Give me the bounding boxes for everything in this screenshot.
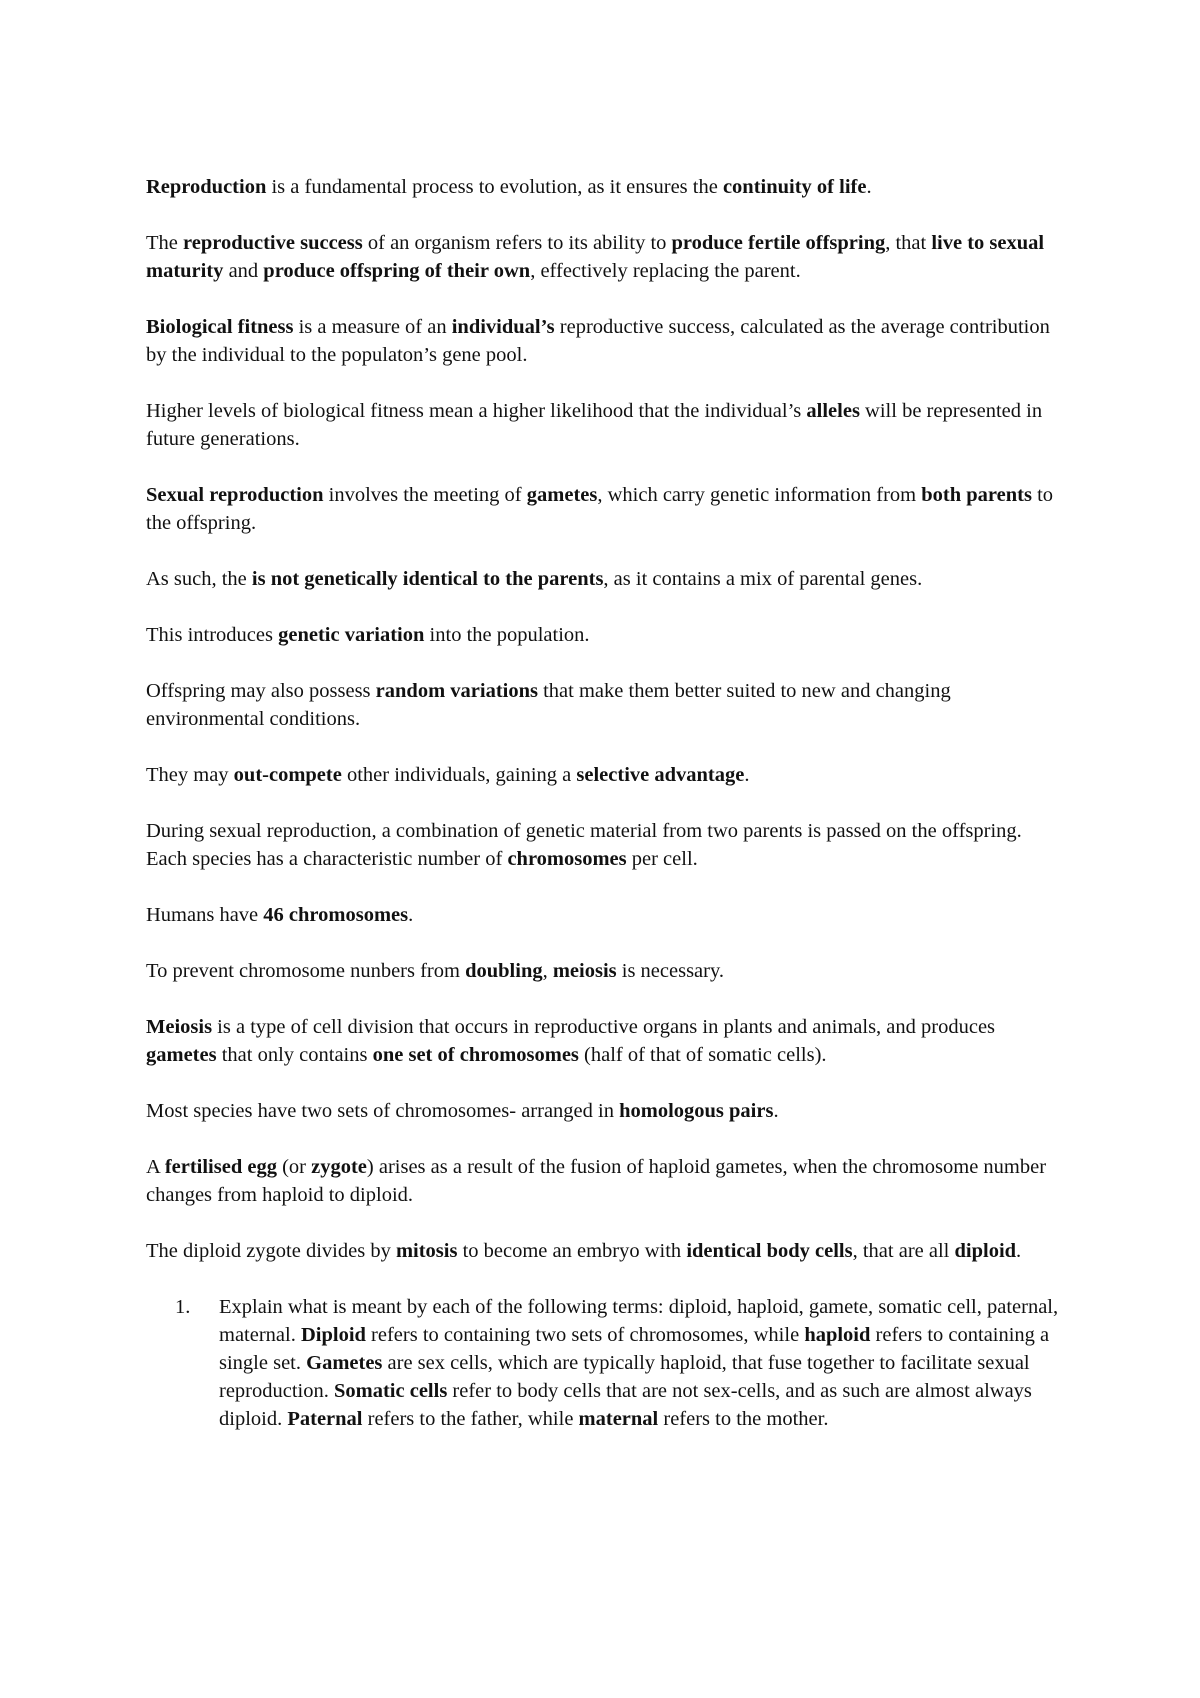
paragraph: [146, 817, 1066, 873]
text-run: is a fundamental process to evolution, as it ensures the: [266, 176, 723, 198]
text-run: that make them better suited to new and changing environmental conditions.: [146, 680, 951, 730]
text-run: , effectively replacing the parent.: [530, 260, 801, 282]
text-run: refers to the father, while: [362, 1408, 579, 1430]
bold-term: maternal: [578, 1408, 659, 1430]
text-run: per cell.: [626, 848, 698, 870]
paragraph: [146, 957, 1066, 985]
text-run: are sex cells, which are typically haploid, that fuse together to facilitate sexual reproduction.: [219, 1352, 1030, 1402]
bold-term: Biological fitness: [146, 316, 294, 338]
text-run: involves the meeting of: [323, 484, 527, 506]
bold-term: is not genetically identical to the parents: [251, 568, 604, 590]
text-run: of an organism refers to its ability to: [362, 232, 672, 254]
text-run: is necessary.: [616, 960, 725, 982]
text-run: Offspring may also possess: [146, 680, 376, 702]
text-run: ) arises as a result of the fusion of haploid gametes, when the chromosome number changes from haploid to diploid.: [146, 1156, 1047, 1206]
text-run: ,: [542, 960, 553, 982]
text-run: This introduces: [146, 624, 279, 646]
bold-term: Gametes: [306, 1352, 383, 1374]
text-run: is a measure of an: [293, 316, 452, 338]
text-run: and: [223, 260, 264, 282]
text-run: As such, the: [146, 568, 252, 590]
bold-term: diploid: [954, 1240, 1017, 1262]
bold-term: mitosis: [395, 1240, 458, 1262]
text-run: .: [408, 904, 414, 926]
bold-term: live to sexual maturity: [146, 232, 1045, 282]
bold-term: doubling: [465, 960, 543, 982]
paragraph: [146, 1097, 1066, 1125]
bold-term: one set of chromosomes: [372, 1044, 579, 1066]
text-run: , which carry genetic information from: [597, 484, 922, 506]
bold-term: continuity of life: [722, 176, 867, 198]
bold-term: individual’s: [451, 316, 555, 338]
numbered-list: [146, 1293, 1066, 1433]
paragraph: [146, 481, 1066, 537]
bold-term: Paternal: [287, 1408, 363, 1430]
bold-term: meiosis: [552, 960, 617, 982]
text-run: Explain what is meant by each of the following terms: diploid, haploid, gamete, somatic cell, paternal, maternal.: [219, 1296, 1059, 1346]
text-run: that only contains: [216, 1044, 373, 1066]
text-run: , that: [885, 232, 932, 254]
paragraph: [146, 761, 1066, 789]
text-run: refer to body cells that are not sex-cells, and as such are almost always diploid.: [219, 1380, 1032, 1430]
bold-term: gametes: [146, 1044, 217, 1066]
text-run: is a type of cell division that occurs in reproductive organs in plants and animals, and produces: [212, 1016, 996, 1038]
paragraph: [146, 313, 1066, 369]
text-run: refers to the mother.: [658, 1408, 829, 1430]
document-body: [146, 173, 1066, 1433]
bold-term: fertilised egg: [164, 1156, 277, 1178]
text-run: .: [773, 1100, 779, 1122]
bold-term: alleles: [806, 400, 860, 422]
paragraph: [146, 1237, 1066, 1265]
paragraph: [146, 565, 1066, 593]
text-run: A: [146, 1156, 165, 1178]
text-run: They may: [146, 764, 234, 786]
text-run: Higher levels of biological fitness mean a higher likelihood that the individual’s: [146, 400, 807, 422]
bold-term: zygote: [311, 1156, 367, 1178]
text-run: other individuals, gaining a: [341, 764, 577, 786]
bold-term: homologous pairs: [619, 1100, 774, 1122]
text-run: refers to containing a single set.: [219, 1324, 1050, 1374]
text-run: will be represented in future generations.: [146, 400, 1043, 450]
bold-term: haploid: [804, 1324, 871, 1346]
paragraph: [146, 677, 1066, 733]
bold-term: Somatic cells: [334, 1380, 448, 1402]
text-run: .: [1016, 1240, 1022, 1262]
text-run: , as it contains a mix of parental genes.: [603, 568, 923, 590]
bold-term: identical body cells: [686, 1240, 853, 1262]
bold-term: reproductive success: [183, 232, 363, 254]
bold-term: 46 chromosomes: [263, 904, 409, 926]
paragraph: [146, 1153, 1066, 1209]
text-run: .: [744, 764, 750, 786]
bold-term: Diploid: [300, 1324, 366, 1346]
text-run: refers to containing two sets of chromosomes, while: [365, 1324, 805, 1346]
bold-term: genetic variation: [278, 624, 425, 646]
text-run: (half of that of somatic cells).: [578, 1044, 827, 1066]
paragraph-container: [146, 173, 1066, 1265]
text-run: to become an embryo with: [457, 1240, 687, 1262]
text-run: , that are all: [852, 1240, 955, 1262]
bold-term: selective advantage: [576, 764, 745, 786]
bold-term: random variations: [375, 680, 538, 702]
bold-term: chromosomes: [507, 848, 627, 870]
text-run: The diploid zygote divides by: [146, 1240, 396, 1262]
paragraph: [146, 1013, 1066, 1069]
bold-term: gametes: [526, 484, 598, 506]
text-run: Most species have two sets of chromosomes- arranged in: [146, 1100, 620, 1122]
bold-term: Meiosis: [146, 1016, 213, 1038]
paragraph: [146, 901, 1066, 929]
bold-term: Sexual reproduction: [146, 484, 324, 506]
text-run: into the population.: [424, 624, 590, 646]
text-run: reproductive success, calculated as the average contribution by the individual to the populaton’s gene pool.: [146, 316, 1050, 366]
paragraph: [146, 397, 1066, 453]
text-run: Humans have: [146, 904, 264, 926]
bold-term: Reproduction: [146, 176, 267, 198]
text-run: To prevent chromosome nunbers from: [146, 960, 466, 982]
paragraph: [146, 621, 1066, 649]
paragraph: [146, 229, 1066, 285]
text-run: During sexual reproduction, a combination of genetic material from two parents is passed on the offspring. Each species has a characteristic number of: [146, 820, 1022, 870]
bold-term: produce fertile offspring: [671, 232, 886, 254]
bold-term: produce offspring of their own: [263, 260, 531, 282]
paragraph: [146, 173, 1066, 201]
text-run: The: [146, 232, 183, 254]
bold-term: both parents: [921, 484, 1032, 506]
text-run: to the offspring.: [146, 484, 1054, 534]
bold-term: out-compete: [233, 764, 342, 786]
list-item: [146, 1293, 1066, 1433]
text-run: (or: [276, 1156, 312, 1178]
text-run: .: [866, 176, 872, 198]
list-number: 1.: [175, 1296, 191, 1318]
